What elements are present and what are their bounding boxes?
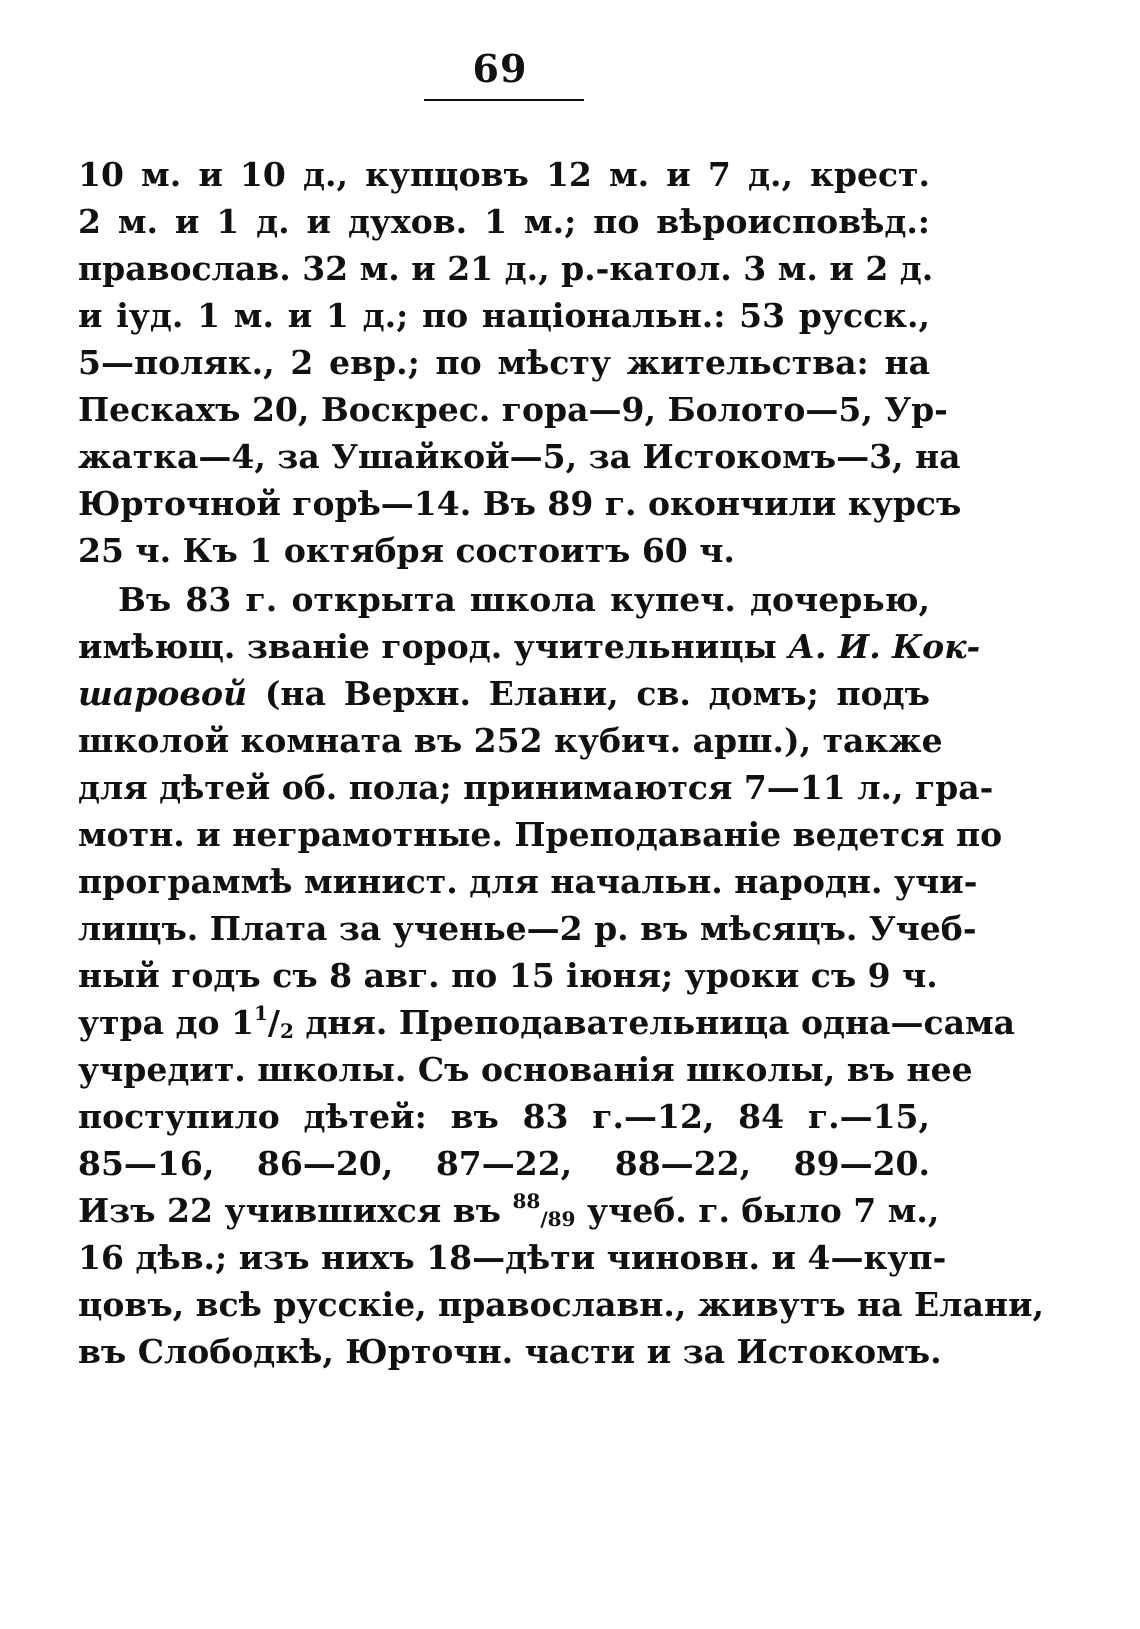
text-line: 5—поляк., 2 евр.; по мѣсту жительства: на	[78, 343, 930, 382]
author-name: шаровой	[78, 674, 248, 713]
header-rule	[424, 99, 584, 101]
text-line: 85—16, 86—20, 87—22, 88—22, 89—20.	[78, 1144, 930, 1183]
text-line: лищъ. Плата за ученье—2 р. въ мѣсяцъ. Учеб-	[78, 909, 977, 948]
text-line	[78, 998, 1016, 1048]
text-line: Въ 83 г. открыта школа купеч. дочерью,	[118, 580, 930, 619]
text-line: ный годъ съ 8 авг. по 15 іюня; уроки съ 9 ч.	[78, 956, 938, 995]
text-line: 2 м. и 1 д. и духов. 1 м.; по вѣроисповѣд.:	[78, 202, 930, 241]
fraction-denominator: 2	[279, 1019, 294, 1043]
text-span: утра до 1	[78, 1003, 254, 1042]
fraction-numerator: 1	[253, 1001, 268, 1025]
text-line: 10 м. и 10 д., купцовъ 12 м. и 7 д., крест.	[78, 155, 930, 194]
text-line: Пескахъ 20, Воскрес. гора—9, Болото—5, Ур-	[78, 390, 948, 429]
text-line: цовъ, всѣ русскіе, православн., живутъ на Елани,	[78, 1285, 1044, 1324]
text-span: учеб. г. было 7 м.,	[586, 1191, 940, 1230]
text-line: православ. 32 м. и 21 д., р.-катол. 3 м. и 2 д.	[78, 249, 934, 288]
text-line: и іуд. 1 м. и 1 д.; по національн.: 53 русск.,	[78, 296, 930, 335]
text-span: (на Верхн. Елани, св. домъ; подъ	[264, 674, 930, 713]
text-line: 25 ч. Къ 1 октября состоитъ 60 ч.	[78, 531, 735, 570]
text-line	[78, 669, 930, 719]
text-line: Юрточной горѣ—14. Въ 89 г. окончили курсъ	[78, 484, 962, 523]
school-year-denominator: /89	[540, 1207, 576, 1231]
text-line: школой комната въ 252 кубич. арш.), также	[78, 721, 943, 760]
page-number: 69	[472, 46, 528, 91]
text-line: 16 дѣв.; изъ нихъ 18—дѣти чиновн. и 4—куп-	[78, 1238, 947, 1277]
text-line	[78, 1186, 940, 1236]
text-line: программѣ минист. для начальн. народн. учи-	[78, 862, 978, 901]
text-line: учредит. школы. Съ основанія школы, въ нее	[78, 1050, 973, 1089]
author-name: А. И. Кок-	[788, 627, 981, 666]
text-line	[78, 622, 981, 672]
text-span: Изъ 22 учившихся въ	[78, 1191, 501, 1230]
fraction-slash: /	[267, 1003, 280, 1042]
text-span: дня. Преподавательница одна—сама	[305, 1003, 1016, 1042]
text-span: имѣющ. званіе город. учительницы	[78, 627, 777, 666]
text-line: для дѣтей об. пола; принимаются 7—11 л., гра-	[78, 768, 994, 807]
text-line: въ Слободкѣ, Юрточн. части и за Истокомъ.	[78, 1332, 942, 1371]
text-line: мотн. и неграмотные. Преподаваніе ведется по	[78, 815, 1003, 854]
school-year-numerator: 88	[512, 1189, 541, 1213]
text-line: жатка—4, за Ушайкой—5, за Истокомъ—3, на	[78, 437, 961, 476]
text-line: поступило дѣтей: въ 83 г.—12, 84 г.—15,	[78, 1097, 930, 1136]
